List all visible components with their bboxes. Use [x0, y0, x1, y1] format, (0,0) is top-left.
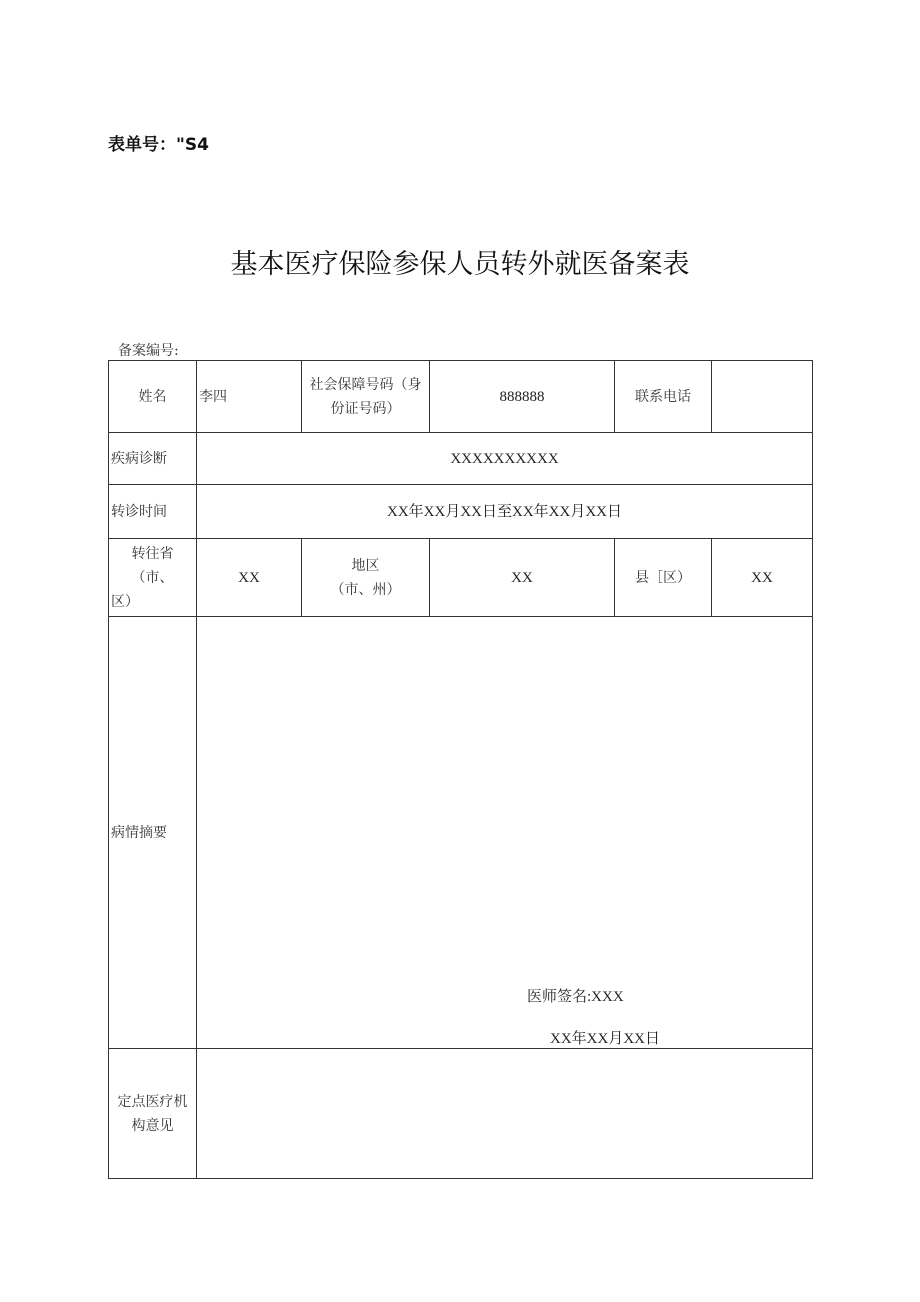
transfer-time-value[interactable]: XX年XX月XX日至XX年XX月XX日 — [197, 485, 813, 539]
region-value[interactable]: XX — [430, 539, 615, 617]
row-opinion — [109, 1049, 813, 1179]
opinion-value[interactable] — [197, 1049, 813, 1179]
county-label: 县［区） — [615, 539, 712, 617]
row-basic-info — [109, 361, 813, 433]
ssn-value[interactable]: 888888 — [430, 361, 615, 433]
row-diagnosis — [109, 433, 813, 485]
filing-form-table — [108, 360, 813, 1179]
doctor-signature: 医师签名:XXX — [527, 989, 624, 1005]
form-number: 表单号："S4 — [108, 135, 209, 155]
name-value[interactable]: 李四 — [197, 361, 302, 433]
page-title: 基本医疗保险参保人员转外就医备案表 — [230, 249, 690, 280]
summary-label: 病情摘要 — [109, 617, 197, 1049]
phone-value[interactable] — [712, 361, 813, 433]
ssn-label: 社会保障号码（身 份证号码） — [302, 361, 430, 433]
name-label: 姓名 — [109, 361, 197, 433]
summary-content[interactable] — [197, 617, 813, 1049]
province-label: 转往省 （市、 区） — [109, 539, 197, 617]
row-summary — [109, 617, 813, 1049]
row-destination — [109, 539, 813, 617]
province-value[interactable]: XX — [197, 539, 302, 617]
transfer-time-label: 转诊时间 — [109, 485, 197, 539]
region-label: 地区 （市、州） — [302, 539, 430, 617]
summary-date: XX年XX月XX日 — [550, 1031, 660, 1047]
opinion-label: 定点医疗机 构意见 — [109, 1049, 197, 1179]
row-transfer-time — [109, 485, 813, 539]
record-number-label: 备案编号: — [118, 343, 179, 359]
phone-label: 联系电话 — [615, 361, 712, 433]
diagnosis-label: 疾病诊断 — [109, 433, 197, 485]
county-value[interactable]: XX — [712, 539, 813, 617]
diagnosis-value[interactable]: XXXXXXXXXX — [197, 433, 813, 485]
